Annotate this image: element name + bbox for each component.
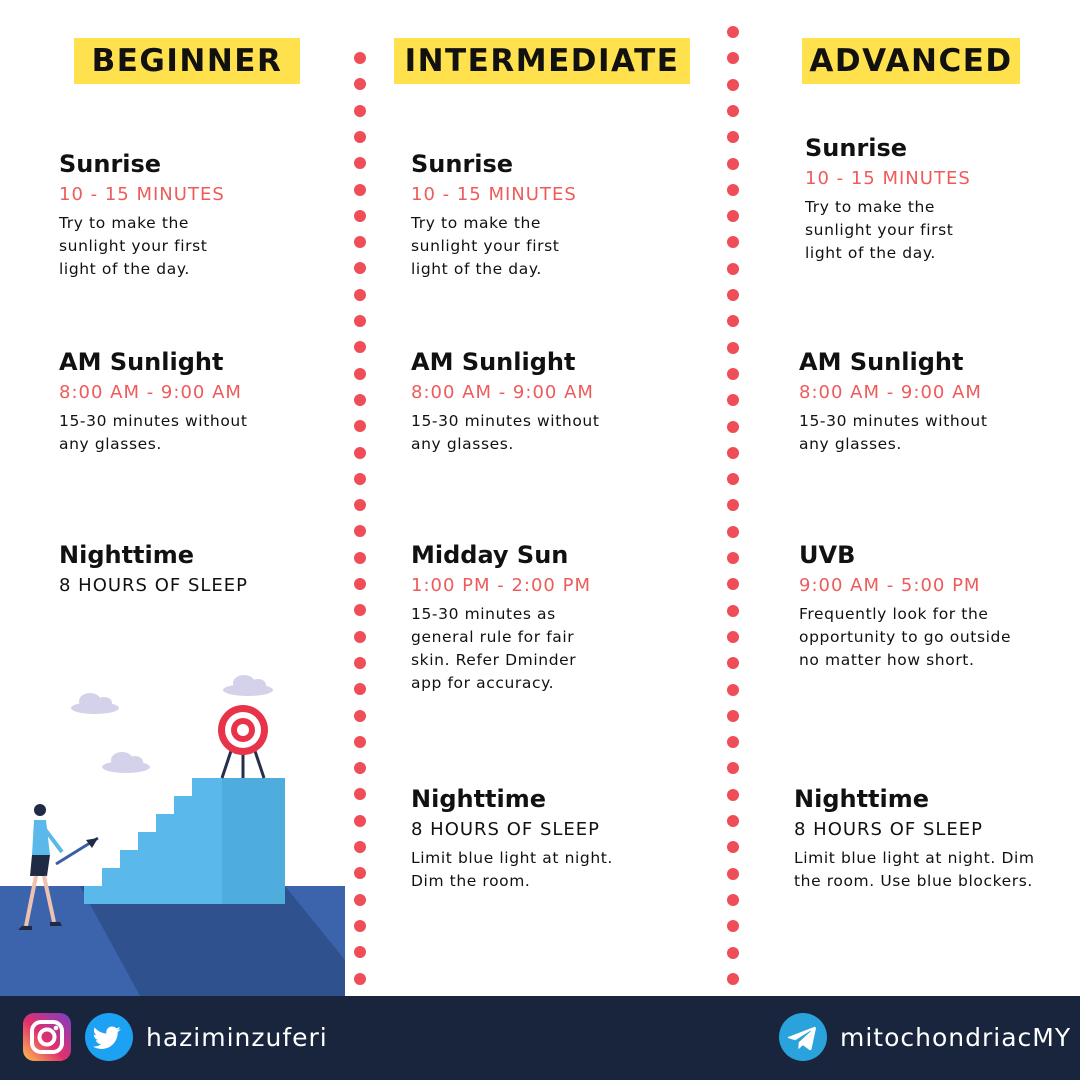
- divider-dot: [354, 657, 366, 669]
- intermediate-sunrise: [411, 149, 711, 281]
- divider-dot: [727, 762, 739, 774]
- divider-dot: [354, 815, 366, 827]
- divider-dot: [727, 342, 739, 354]
- section-description: Limit blue light at night. Dim the room.: [411, 849, 613, 890]
- divider-dot: [727, 263, 739, 275]
- section-description: 15-30 minutes as general rule for fair skin. Refer Dminder app for accuracy.: [411, 605, 577, 692]
- divider-dot: [354, 604, 366, 616]
- section-description: Try to make the sunlight your first light of the day.: [59, 214, 208, 278]
- divider-dot: [727, 552, 739, 564]
- section-title: AM Sunlight: [59, 348, 224, 376]
- divider-dot: [354, 631, 366, 643]
- section-title: Sunrise: [805, 134, 908, 162]
- section-title: AM Sunlight: [411, 348, 576, 376]
- divider-dot: [354, 946, 366, 958]
- divider-dot: [727, 657, 739, 669]
- divider-dot: [727, 368, 739, 380]
- divider-dot: [727, 578, 739, 590]
- section-description: 15-30 minutes without any glasses.: [799, 412, 988, 453]
- divider-dot: [727, 394, 739, 406]
- divider-dot: [354, 499, 366, 511]
- beginner-am-sunlight: [59, 347, 359, 456]
- section-time: 10 - 15 MINUTES: [59, 184, 225, 205]
- section-title: Sunrise: [59, 150, 162, 178]
- divider-dot: [354, 894, 366, 906]
- section-description: Frequently look for the opportunity to go outside no matter how short.: [799, 605, 1012, 669]
- section-time: 8:00 AM - 9:00 AM: [799, 382, 982, 403]
- intermediate-midday-sun: [411, 540, 711, 695]
- footer-bar: [0, 996, 1080, 1080]
- section-description: 15-30 minutes without any glasses.: [411, 412, 600, 453]
- section-description: Limit blue light at night. Dim the room. Use blue blockers.: [794, 849, 1035, 890]
- section-time: 8 HOURS OF SLEEP: [411, 819, 601, 840]
- divider-dot: [354, 736, 366, 748]
- section-time: 1:00 PM - 2:00 PM: [411, 575, 591, 596]
- divider-dot: [354, 473, 366, 485]
- cloud-icon: [71, 693, 119, 714]
- divider-dot: [354, 78, 366, 90]
- intermediate-am-sunlight: [411, 347, 711, 456]
- section-time: 9:00 AM - 5:00 PM: [799, 575, 981, 596]
- advanced-uvb: [799, 540, 1080, 672]
- divider-dot: [727, 26, 739, 38]
- advanced-nighttime: [794, 784, 1080, 893]
- divider-dot: [727, 105, 739, 117]
- section-time: 8 HOURS OF SLEEP: [59, 575, 249, 596]
- divider-dot: [354, 973, 366, 985]
- section-title: Midday Sun: [411, 541, 569, 569]
- intermediate-banner: INTERMEDIATE: [394, 38, 690, 84]
- divider-dot: [727, 184, 739, 196]
- divider-dot: [354, 920, 366, 932]
- section-title: UVB: [799, 541, 856, 569]
- section-title: Sunrise: [411, 150, 514, 178]
- divider-dot: [354, 315, 366, 327]
- divider-dot: [727, 841, 739, 853]
- divider-dot: [354, 841, 366, 853]
- left-social-handle[interactable]: haziminzuferi: [146, 1023, 328, 1052]
- section-time: 10 - 15 MINUTES: [411, 184, 577, 205]
- divider-dot: [354, 710, 366, 722]
- divider-dot: [727, 499, 739, 511]
- divider-dot: [727, 421, 739, 433]
- divider-dot: [354, 683, 366, 695]
- divider-dot: [727, 131, 739, 143]
- divider-dot: [727, 79, 739, 91]
- advanced-sunrise: [805, 133, 1080, 265]
- divider-dot: [727, 315, 739, 327]
- divider-dot: [727, 473, 739, 485]
- divider-dot: [354, 525, 366, 537]
- divider-dot: [727, 894, 739, 906]
- divider-dot: [727, 605, 739, 617]
- divider-dot: [727, 815, 739, 827]
- divider-dot: [727, 920, 739, 932]
- section-description: 15-30 minutes without any glasses.: [59, 412, 248, 453]
- beginner-nighttime: [59, 540, 359, 599]
- beginner-banner: BEGINNER: [74, 38, 300, 84]
- advanced-banner: ADVANCED: [802, 38, 1020, 84]
- cloud-icon: [102, 752, 150, 773]
- divider-dot: [354, 788, 366, 800]
- beginner-sunrise: [59, 149, 359, 281]
- divider-dot: [727, 236, 739, 248]
- divider-dot: [727, 526, 739, 538]
- intermediate-nighttime: [411, 784, 711, 893]
- divider-dot: [727, 631, 739, 643]
- section-title: Nighttime: [794, 785, 930, 813]
- telegram-icon[interactable]: [778, 1012, 828, 1062]
- section-time: 8 HOURS OF SLEEP: [794, 819, 984, 840]
- section-time: 8:00 AM - 9:00 AM: [411, 382, 594, 403]
- divider-dot: [354, 867, 366, 879]
- right-social-handle[interactable]: mitochondriacMY: [840, 1023, 1072, 1052]
- divider-dot: [354, 52, 366, 64]
- divider-dot: [354, 762, 366, 774]
- divider-dot: [354, 131, 366, 143]
- divider-dot: [727, 447, 739, 459]
- divider-dot: [727, 947, 739, 959]
- advanced-am-sunlight: [799, 347, 1080, 456]
- divider-dot: [727, 684, 739, 696]
- divider-dot: [727, 158, 739, 170]
- divider-dot: [354, 289, 366, 301]
- divider-dot: [727, 973, 739, 985]
- divider-dot: [727, 710, 739, 722]
- divider-dot: [727, 52, 739, 64]
- divider-dot: [354, 105, 366, 117]
- divider-dot: [727, 289, 739, 301]
- section-title: AM Sunlight: [799, 348, 964, 376]
- section-description: Try to make the sunlight your first light of the day.: [411, 214, 560, 278]
- divider-dot: [727, 210, 739, 222]
- divider-dot: [727, 868, 739, 880]
- section-title: Nighttime: [59, 541, 195, 569]
- instagram-icon[interactable]: [22, 1012, 72, 1062]
- section-time: 8:00 AM - 9:00 AM: [59, 382, 242, 403]
- target-icon: [218, 705, 268, 778]
- section-time: 10 - 15 MINUTES: [805, 168, 971, 189]
- divider-dot: [727, 736, 739, 748]
- cloud-icon: [223, 675, 273, 696]
- section-description: Try to make the sunlight your first light of the day.: [805, 198, 954, 262]
- divider-dot: [727, 789, 739, 801]
- stairs-goal-illustration: [0, 660, 345, 996]
- section-title: Nighttime: [411, 785, 547, 813]
- twitter-icon[interactable]: [84, 1012, 134, 1062]
- stairs-side: [222, 778, 285, 904]
